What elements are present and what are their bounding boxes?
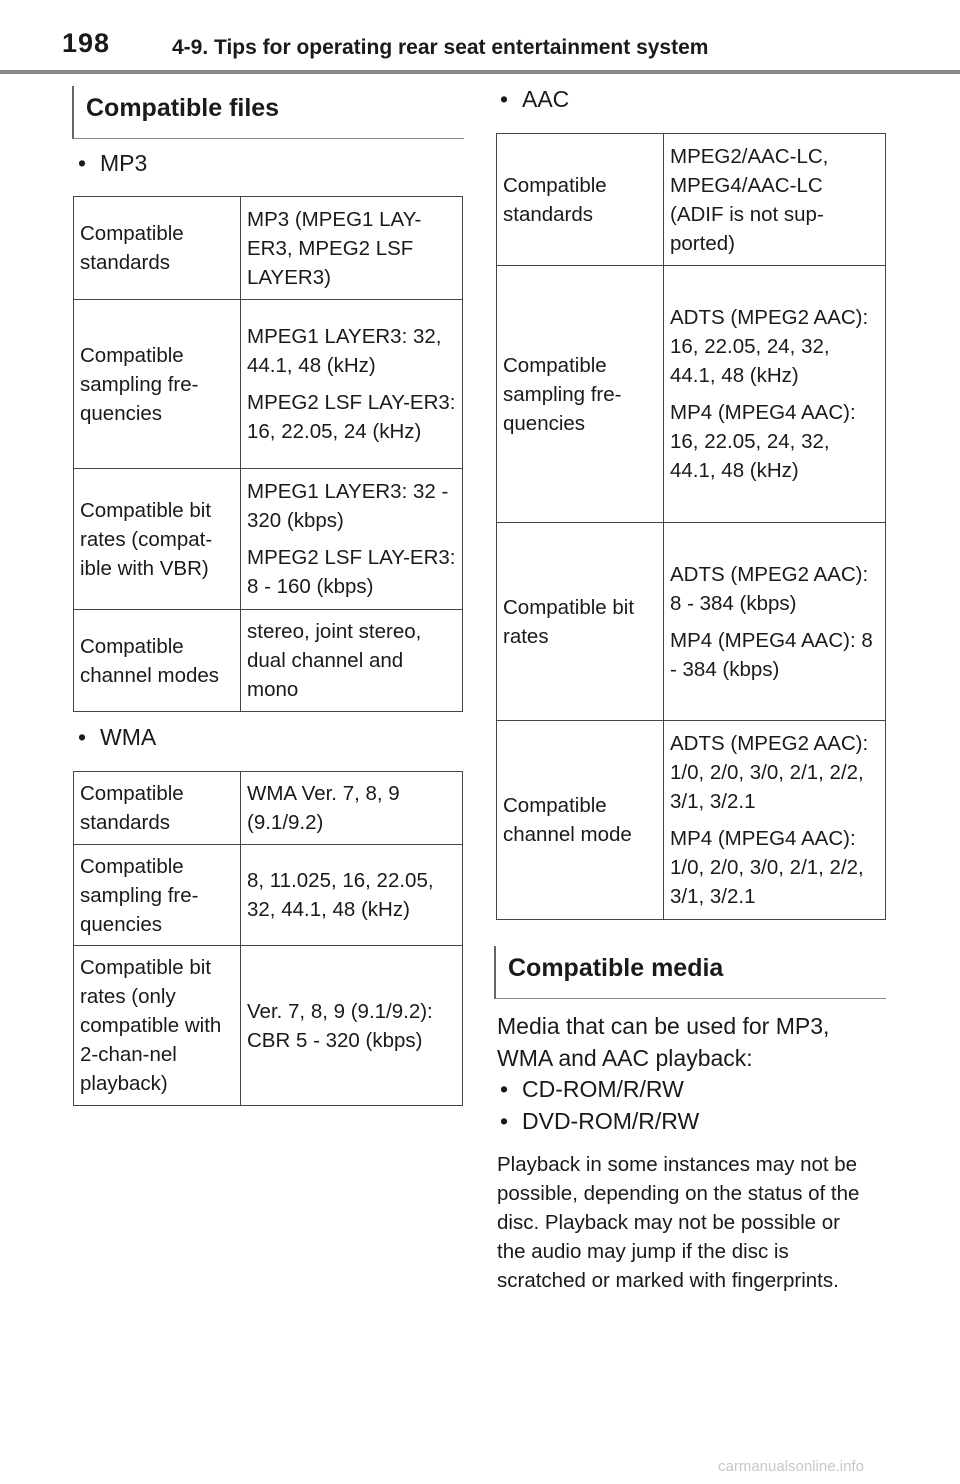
row-label: Compatible bit rates (only compatible with 2-chan-nel playback): [74, 946, 241, 1106]
row-label: Compatible standards: [74, 197, 241, 300]
row-label: Compatible sampling fre-quencies: [497, 266, 664, 523]
table-row: [74, 946, 463, 1106]
row-label: Compatible bit rates (compat-ible with VBR): [74, 469, 241, 610]
row-value: ADTS (MPEG2 AAC): 8 - 384 (kbps) MP4 (MPEG4 AAC): 8 - 384 (kbps): [664, 523, 886, 721]
row-label: Compatible standards: [497, 134, 664, 266]
row-value: MPEG1 LAYER3: 32 - 320 (kbps) MPEG2 LSF LAY-ER3: 8 - 160 (kbps): [241, 469, 463, 610]
table-row: [497, 134, 886, 266]
table-row: [74, 772, 463, 845]
row-label: Compatible sampling fre-quencies: [74, 845, 241, 946]
row-label: Compatible channel mode: [497, 721, 664, 920]
media-intro: Media that can be used for MP3, WMA and AAC playback:: [497, 1013, 830, 1071]
table-row: [74, 469, 463, 610]
chapter-title: 4-9. Tips for operating rear seat entertainment system: [172, 36, 709, 59]
row-value: ADTS (MPEG2 AAC): 1/0, 2/0, 3/0, 2/1, 2/2, 3/1, 3/2.1 MP4 (MPEG4 AAC): 1/0, 2/0, 3/0, 2/1, 2/2, 3/1, 3/2.1: [664, 721, 886, 920]
mp3-spec-table: [73, 196, 463, 712]
compatible-files-heading: Compatible files: [72, 86, 464, 139]
page-number: 198: [62, 28, 111, 58]
media-note: Playback in some instances may not be possible, depending on the status of the disc. Playback may not be possible or the audio may jump if the disc is scratched or marked with fingerprints.: [497, 1153, 860, 1292]
row-value: Ver. 7, 8, 9 (9.1/9.2): CBR 5 - 320 (kbps): [241, 946, 463, 1106]
aac-bullet: • AAC: [500, 86, 569, 113]
header-rule: [0, 70, 960, 74]
media-item-cd: • CD-ROM/R/RW: [500, 1076, 684, 1103]
table-row: [74, 197, 463, 300]
row-value: 8, 11.025, 16, 22.05, 32, 44.1, 48 (kHz): [241, 845, 463, 946]
mp3-bullet: • MP3: [78, 150, 147, 177]
row-value: MPEG1 LAYER3: 32, 44.1, 48 (kHz) MPEG2 LSF LAY-ER3: 16, 22.05, 24 (kHz): [241, 300, 463, 469]
media-item-dvd: • DVD-ROM/R/RW: [500, 1108, 699, 1135]
aac-spec-table: [496, 133, 886, 920]
row-value: WMA Ver. 7, 8, 9 (9.1/9.2): [241, 772, 463, 845]
page-header: [0, 0, 960, 76]
row-value: stereo, joint stereo, dual channel and mono: [241, 610, 463, 712]
wma-spec-table: [73, 771, 463, 1106]
row-value: MP3 (MPEG1 LAY-ER3, MPEG2 LSF LAYER3): [241, 197, 463, 300]
row-label: Compatible standards: [74, 772, 241, 845]
row-label: Compatible sampling fre-quencies: [74, 300, 241, 469]
compatible-media-heading: Compatible media: [494, 946, 886, 999]
table-row: [497, 721, 886, 920]
table-row: [74, 845, 463, 946]
wma-bullet: • WMA: [78, 724, 156, 751]
row-label: Compatible channel modes: [74, 610, 241, 712]
table-row: [497, 523, 886, 721]
row-value: MPEG2/AAC-LC, MPEG4/AAC-LC (ADIF is not sup-ported): [664, 134, 886, 266]
table-row: [74, 300, 463, 469]
row-value: ADTS (MPEG2 AAC): 16, 22.05, 24, 32, 44.1, 48 (kHz) MP4 (MPEG4 AAC): 16, 22.05, 24, 32, 44.1, 48 (kHz): [664, 266, 886, 523]
row-label: Compatible bit rates: [497, 523, 664, 721]
table-row: [497, 266, 886, 523]
table-row: [74, 610, 463, 712]
watermark: carmanualsonline.info: [718, 1458, 864, 1475]
